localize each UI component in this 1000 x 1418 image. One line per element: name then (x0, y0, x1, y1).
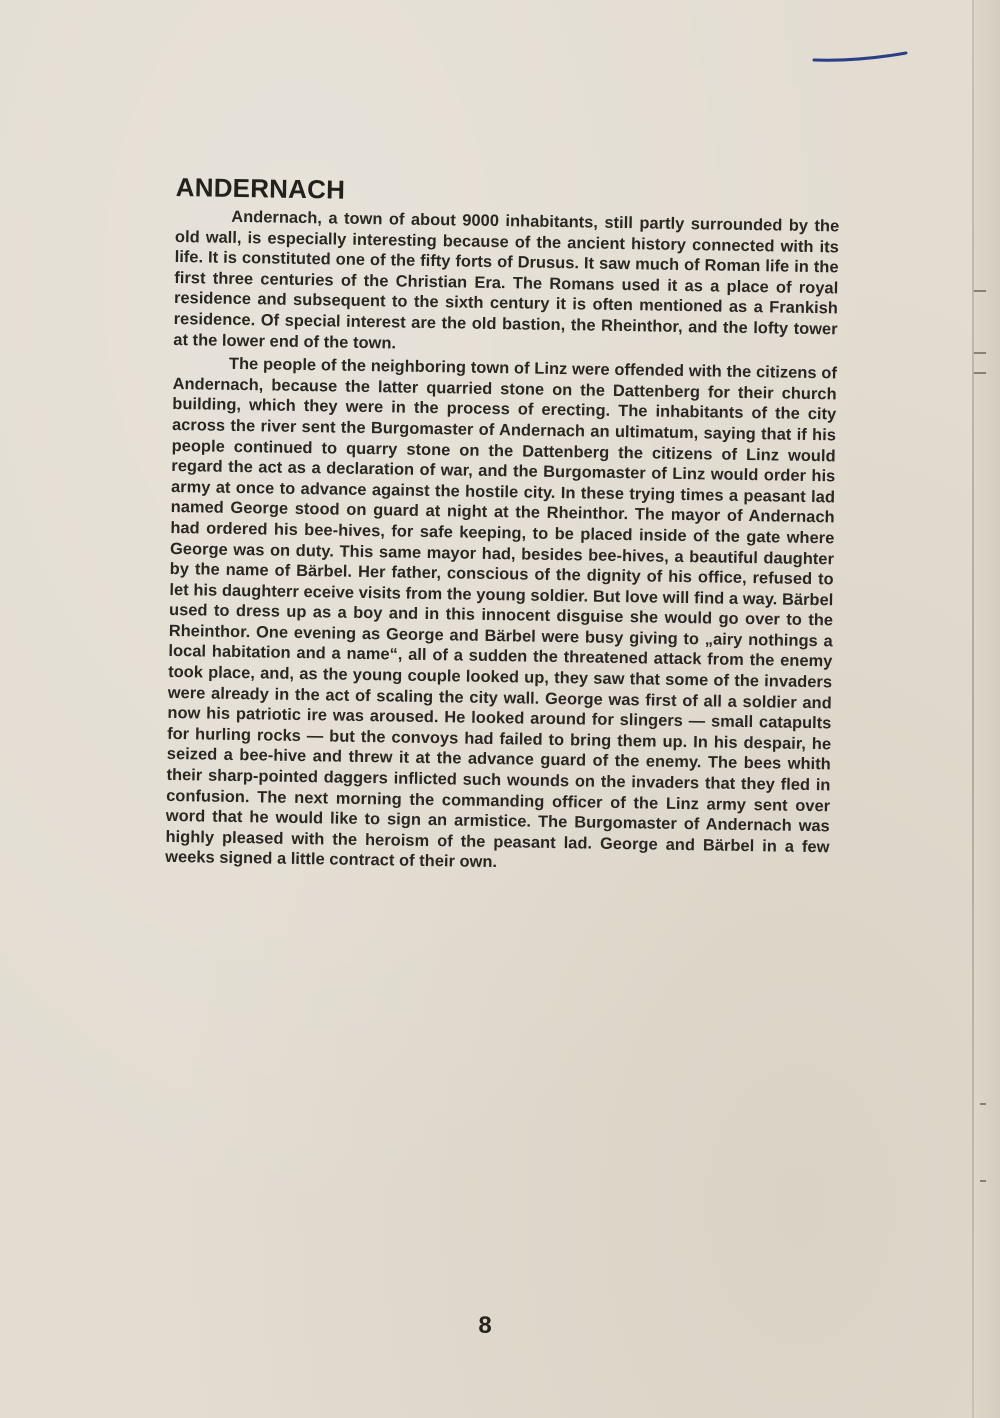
article-title: ANDERNACH (175, 172, 346, 205)
margin-tick (980, 1180, 986, 1182)
page-edge-shadow (974, 0, 1000, 1418)
pen-stroke-mark (812, 50, 908, 64)
paragraph-intro: Andernach, a town of about 9000 inhabitants, still partly surrounded by the old wall, is especially interesting because of the ancient history connected with its life. It is constituted one of the fifty forts of Drusus. It saw much of Roman life in the first three centuries of the Christian Era. The Romans used it as a place of royal residence and subsequent to the sixth century it is often mentioned as a Frankish residence. Of special interest are the old bastion, the Rheinthor, and the lofty tower at the lower end of the town. (173, 207, 840, 353)
paragraph-legend: The people of the neighboring town of Linz were offended with the citizens of Andernach, because the latter quarried stone on the Dattenberg for their church building, which they were in the process of erecting. The inhabitants of the city across the river sent the Burgomaster of Andernach an ultimatum, saying that if his people continued to quarry stone on the Dattenberg the citizens of Linz would regard the act as a declaration of war, and the Burgomaster of Linz would order his army at once to advance against the hostile city. In these trying times a peasant lad named George stood on guard at night at the Rheinthor. The mayor of Andernach had ordered his bee-hives, for safe keeping, to be placed inside of the gate where George was on duty. This same mayor had, besides bee-hives, a beautiful daughter by the name of Bärbel. Her father, conscious of the dignity of his office, refused to let his daughterr eceive visits from the young soldier. But love will find a way. Bärbel used to dress up as a boy and in this innocent disguise she would go over to the Rheinthor. One evening as George and Bärbel were busy giving to „airy nothings a local habitation and a name“, all of a sudden the threatened attack from the enemy took place, and, as the young couple looked up, they saw that some of the invaders were already in the act of scaling the city wall. George was first of all a soldier and now his patriotic ire was aroused. He looked around for slingers — small catapults for hurling rocks — but the convoys had failed to bring them up. In his despair, he seized a bee-hive and threw it at the advance guard of the enemy. The bees whith their sharp-pointed daggers inflicted such wounds on the invaders that they fled in confusion. The next morning the commanding officer of the Linz army sent over word that he would like to sign an armistice. The Burgomaster of Andernach was highly pleased with the heroism of the peasant lad. George and Bärbel in a few weeks signed a little contract of their own. (165, 355, 838, 872)
page-fold-line (972, 0, 974, 1418)
page-number: 8 (478, 1312, 492, 1339)
article (165, 172, 840, 878)
margin-tick (974, 372, 986, 374)
margin-tick (974, 352, 986, 354)
margin-tick (974, 290, 986, 292)
margin-tick (980, 1103, 986, 1105)
